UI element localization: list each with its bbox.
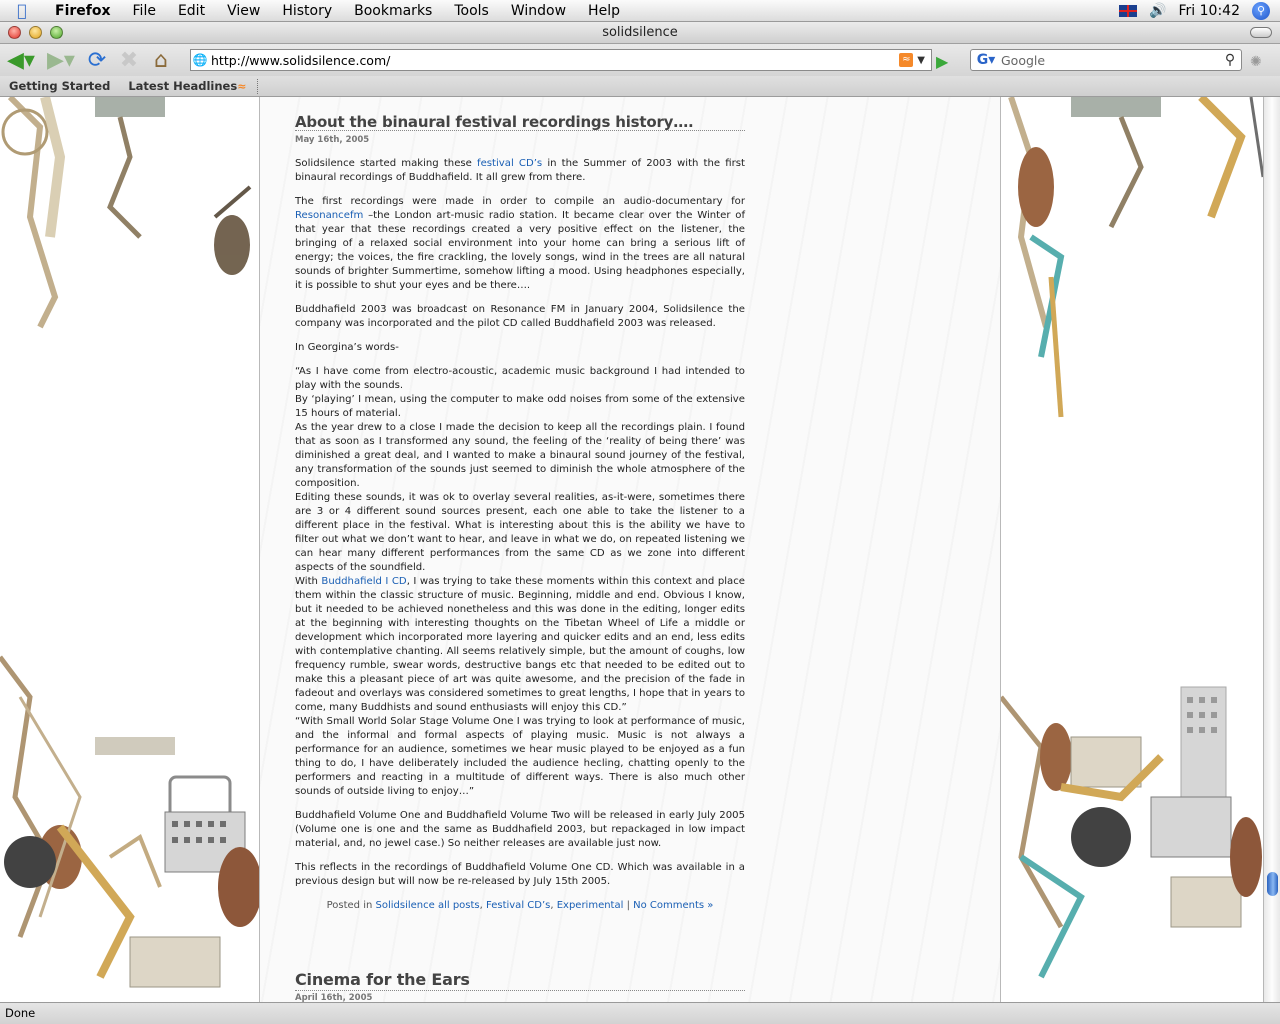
menu-bookmarks[interactable]: Bookmarks	[354, 2, 433, 19]
text: in the Summer of 2003 with the first binaural recordings of Buddhafield. It all grew from there.	[295, 158, 745, 183]
post-paragraph: In Georgina’s words-	[295, 342, 399, 353]
festival-cds-link[interactable]: festival CD’s	[477, 158, 543, 169]
quote-paragraph	[295, 575, 745, 715]
instrument-collage-left-image	[0, 97, 260, 1002]
bookmark-label: Latest Headlines	[128, 79, 238, 93]
text: Solidsilence started making these	[295, 158, 478, 169]
live-bookmark-icon: ≈	[237, 80, 247, 93]
toolbar-toggle-button[interactable]	[1250, 27, 1272, 38]
url-history-dropdown-icon[interactable]: ▼	[917, 54, 925, 66]
search-bar[interactable]	[970, 49, 1242, 71]
search-icon[interactable]: ⚲	[1224, 52, 1236, 68]
quote-paragraph: As the year drew to a close I made the decision to keep all the recordings plain. I found that as soon as I transformed any sound, the feeling of the ‘reality of being there’ was diminished a great deal, and I wanted to make a binaural sound journey of the festival, any transformation of the sounds just seemed to diminish the whole atmosphere of the composition.	[295, 422, 745, 489]
instrument-collage-right-image	[1001, 97, 1263, 1002]
post-title-link[interactable]: Cinema for the Ears	[295, 970, 745, 991]
quote-paragraph: “With Small World Solar Stage Volume One I was trying to look at performance of music, and the informal and formal aspects of playing music. Music is not always a performance for an audience, sometimes we hear music played to be enjoyed as a fun thing to do, I have deliberately included the audience hecling, chatting openly to the performers and reacting in a multitude of different ways. There is also much other sounds of outside living to enjoy…”	[295, 716, 745, 797]
quote-paragraph: By ‘playing’ I mean, using the computer to make odd noises from some of the extensive 15 hours of material.	[295, 394, 745, 419]
quote-paragraph: Editing these sounds, it was ok to overlay several realities, as-it-were, sometimes there are 3 or 4 different sound sources present, each one able to take the listener to a different place in the festival. What is interesting about this is the ability we have to filter out what we don’t want to hear, and leave in what we do, on repeated listening we can hear many different performances from the same CD as we zone into different aspects of the soundfield.	[295, 492, 745, 573]
go-button[interactable]: ▶	[936, 52, 949, 71]
vertical-scrollbar[interactable]	[1263, 97, 1280, 1002]
blog-post	[295, 115, 745, 913]
menu-bar	[0, 0, 1280, 22]
post-paragraph: This reflects in the recordings of Buddhafield Volume One CD. Which was available in a previous design but will now be re-released by July 15th 2005.	[295, 862, 745, 887]
bookmarks-toolbar	[0, 76, 1280, 97]
text: , I was trying to take these moments within this context and place them within the classic structure of music. Beginning, middle and end. Obvious I know, but it needed to be achieved nonetheless and this was done in the editing, longer edits at the beginning with interesting thoughts on the Tibetan Wheel of Life a middle or development which incorporated more layering and quicker edits and an end, less edits with contemplative chanting. All seems relatively simple, but the amount of coughs, low frequency rumble, swear words, destructive bangs etc that needed to be edited out to make this a pleasant piece of art was quite awesome, and the precision of the fade in fadeout and overlays was considered sometimes to great lengths, I hope that in years to come, many Buddhists and sound enthusiasts will enjoy this CD.”	[295, 576, 745, 713]
menu-view[interactable]: View	[227, 2, 261, 19]
post-paragraph	[295, 157, 745, 185]
url-bar[interactable]	[190, 49, 932, 71]
reload-button[interactable]: ⟳	[87, 47, 107, 73]
left-instrument-collage	[0, 97, 260, 1002]
site-icon: 🌐	[192, 53, 208, 67]
category-link[interactable]: Experimental	[556, 900, 624, 911]
status-bar	[0, 1002, 1280, 1024]
menu-edit[interactable]: Edit	[177, 2, 206, 19]
scrollbar-thumb[interactable]	[1267, 872, 1278, 896]
text: –the London art-music radio station. It became clear over the Winter of that year that these recordings created a very positive effect on the listener, the bringing of a relaxed social environment into your home can bring a serious lift of energy; the voices, the fire crackling, the lovely songs, wind in the trees are all natural sounds of brighter Summertime, somehow lifting a mood. Using headphones especially, it is possible to shut your eyes and be there….	[295, 210, 745, 291]
menu-file[interactable]: File	[132, 2, 156, 19]
window-title-bar	[0, 22, 1280, 44]
quote-paragraph: “As I have come from electro-acoustic, academic music background I had intended to play with the sounds.	[295, 366, 745, 391]
volume-icon[interactable]: 🔊	[1149, 2, 1167, 19]
forward-button[interactable]: ▶▾	[47, 47, 75, 73]
bookmarks-divider	[257, 79, 258, 94]
post-paragraph: Buddhafield 2003 was broadcast on Resonance FM in January 2004, Solidsilence the company was incorporated and the pilot CD called Buddhafield 2003 was released.	[295, 304, 745, 329]
status-text: Done	[5, 1006, 36, 1020]
posted-in-label: Posted in	[326, 900, 376, 911]
comments-link[interactable]: No Comments »	[633, 900, 714, 911]
menu-history[interactable]: History	[282, 2, 333, 19]
content-column	[260, 97, 1000, 1002]
rss-feed-icon[interactable]: ≈	[899, 53, 913, 67]
buddhafield-i-cd-link[interactable]: Buddhafield I CD	[321, 576, 407, 587]
post-paragraph: Buddhafield Volume One and Buddhafield Volume Two will be released in early July 2005 (Volume one is one and the same as Buddhafield 2003, but repackaged in low impact material, and, no jewel case.) So neither releases are available just now.	[295, 810, 745, 849]
text: The first recordings were made in order to compile an audio-documentary for	[295, 196, 745, 207]
apple-menu-icon[interactable]	[0, 1, 44, 20]
post-title-link[interactable]: About the binaural festival recordings history….	[295, 115, 745, 131]
blog-post	[295, 970, 745, 1002]
spotlight-search-icon[interactable]: ⚲	[1252, 2, 1270, 20]
navigation-toolbar	[0, 44, 1280, 76]
menu-clock[interactable]: Fri 10:42	[1178, 2, 1240, 19]
search-input[interactable]: Google	[1001, 52, 1046, 68]
right-instrument-collage	[1000, 97, 1263, 1002]
home-button[interactable]: ⌂	[154, 47, 168, 73]
post-date: May 16th, 2005	[295, 135, 370, 145]
page-viewport	[0, 97, 1263, 1002]
menu-app-firefox[interactable]: Firefox	[55, 2, 111, 19]
back-button[interactable]: ◀▾	[7, 47, 35, 73]
url-input[interactable]: http://www.solidsilence.com/	[211, 52, 391, 68]
bookmark-latest-headlines[interactable]	[119, 79, 255, 93]
stop-button[interactable]: ✖	[119, 47, 139, 73]
post-date: April 16th, 2005	[295, 993, 373, 1002]
search-engine-icon[interactable]: G▾	[976, 52, 996, 68]
bookmark-getting-started[interactable]: Getting Started	[9, 79, 111, 93]
menu-tools[interactable]: Tools	[454, 2, 489, 19]
activity-throbber-icon: ✺	[1250, 54, 1262, 70]
post-meta: Posted in Solidsilence all posts, Festival CD’s, Experimental | No Comments »	[326, 900, 714, 911]
input-language-flag-icon[interactable]	[1119, 5, 1137, 17]
category-link[interactable]: Solidsilence all posts	[375, 900, 480, 911]
post-paragraph	[295, 195, 745, 293]
menu-window[interactable]: Window	[510, 2, 567, 19]
window-title: solidsilence	[602, 25, 678, 40]
resonancefm-link[interactable]: Resonancefm	[295, 210, 364, 221]
text: With	[295, 576, 322, 587]
category-link[interactable]: Festival CD’s	[486, 900, 551, 911]
menu-help[interactable]: Help	[588, 2, 620, 19]
meta-separator: |	[623, 900, 634, 911]
